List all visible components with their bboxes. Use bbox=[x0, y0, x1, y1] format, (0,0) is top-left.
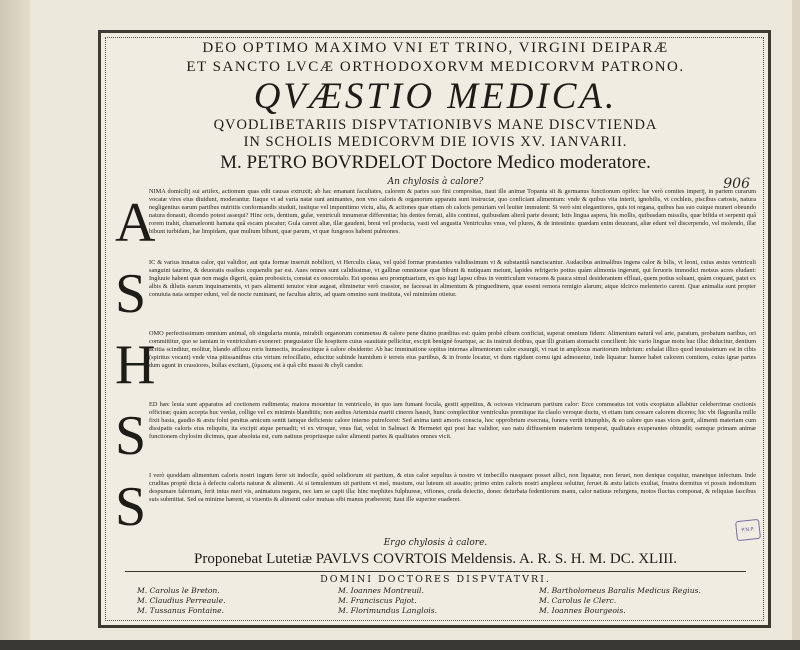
drop-cap-1: A bbox=[115, 192, 156, 252]
proposer-line: Proponebat Lutetiæ PAVLVS COVRTOIS Meldensis. A. R. S. H. M. DC. XLIII. bbox=[194, 551, 677, 567]
conclusion-line: Ergo chylosis à calore. bbox=[383, 538, 488, 548]
paragraph-2 bbox=[115, 259, 756, 323]
doctor-name: M. Florimundus Langlois. bbox=[338, 606, 438, 615]
page-edge bbox=[792, 0, 800, 650]
doctor-name: M. Tussanus Fontaine. bbox=[137, 606, 225, 615]
scan-bottom-strip bbox=[0, 640, 800, 650]
doctor-name: M. Franciscus Pajot. bbox=[338, 596, 417, 605]
moderator-line: M. PETRO BOVRDELOT Doctore Medico moderatore. bbox=[220, 152, 651, 173]
drop-cap-2: S bbox=[115, 263, 147, 323]
drop-cap-4: S bbox=[115, 405, 147, 465]
paragraph-1 bbox=[115, 188, 756, 252]
paragraph-2-text: IC & varius innatus calor, qui validior, aut quia formæ inseruit nobiliori, vt Herculis claua, vel quòd formæ præstantes validissimum vi & substantiâ nanciscantur. Audacibus animalibus ingens calor & bilis, vt leoni, cuius æstus ventriculi sanguini taurino, & deuoratis ossibus coquendis par est. Aues omnes sunt calidissimæ, vt gallinæ omniuoræ quæ bibunt & nutiquam meiunt, lapides refrigerio potius quàm alimonia ingerunt, qui feruoris immodici motsus acres eludant: Ingluuie habent quæ non magis digerit, quàm probosicis, constat ex onocrotalo. Est sponsa seu promptuarium, ex quo iugi lapsu cibus in ventriculum voracem & pauca simul desiderantem effluat, quem potius soluant, quàm coquant, patet ex albis & dilutis earum inquinamentis, vt pars alimenti tenuior viræ augeat, eliminetur verò crassior, ne facessat in alimentum & pinguedinem, quæ essent remora remigio alarum; atque idcirco melenterio carent. Quæ animalia sunt propter conuiuia nata semper edunt, vel de nocte ruminant, ne facultas altrix, ad quam omnino sunt instituta, vel minimùm otietur. bbox=[149, 259, 756, 298]
dedication-line-2: ET SANCTO LVCÆ ORTHODOXORVM MEDICORVM PATRONO. bbox=[186, 59, 685, 75]
library-stamp: P.N.P. bbox=[735, 519, 761, 541]
paragraph-3 bbox=[115, 330, 756, 394]
paragraph-5-text: I verò quoddam alimentum caloris nostri iugum ferre sit indocile, quòd solidiorum sit partium, & eius calor sepultus à nostro vt imbecillo nusquam posset allici, non liquatur, non feruet, non denique coquitur, manetque infectum. Inde cruditas proptè dicta à defectu caloris naturæ & alimenti. At si temulentum sit partium vt mel, mustum, oui luteum sit assatio; primo enim caloris nostri amplexu soluitur, feruet & æstu laticis exultat, frustra dormitus vt possis indomitum despumare falernum, ferit intus meri vis, animatura negans, nec iam se capit illa: hinc mephites fulphureæ, vifiones, cruda deiectio, donec deturbata fedentiorum manu, calor natiuus refurgens, motos fluctus componat, & reliquias fascibus suis submittat. Sed ea minime hærent, si viuentis & alimenti calor mutuas sibi manus præberent; itaut ille superior euaderet. bbox=[149, 472, 756, 503]
doctor-name: M. Claudius Perreaule. bbox=[137, 596, 226, 605]
drop-cap-5: S bbox=[115, 476, 147, 536]
broadside-content bbox=[115, 39, 756, 619]
doctor-name: M. Ioannes Montreuil. bbox=[338, 586, 424, 595]
doctor-name: M. Bartholomeus Baralis Medicus Regius. bbox=[539, 586, 701, 595]
doctor-name: M. Carolus le Clerc. bbox=[539, 596, 617, 605]
question-line: An chylosis à calore? bbox=[387, 177, 484, 187]
folio-number: 906 bbox=[723, 176, 750, 192]
doctors-heading: DOMINI DOCTORES DISPVTATVRI. bbox=[320, 574, 551, 585]
doctor-name: M. Ioannes Bourgeois. bbox=[539, 606, 626, 615]
paragraph-3-text: OMO perfectissimum omnium animal, ob singularia munia, mirabili organorum commensu & calore pene diuino præditus est: quàm probè cibum conficiat, superat omnium fidem: Alimentum naturâ vel arte, paratum, probatum naribus, ori committitur, quo se iamiam in ventriculum exoneret: prægustator ille hospitem cuius suauitate pellicitur, excipit benignè fouetque, ac iis instruit dotibus, quæ illi gratiam stomachi concilient: hic vario linguæ motu huc illuc diducitur, dentium acritia scinditur, molitur, blando affluxu roris humectis, incalescitque à calore obsidente: Ab hac imminatione sopitus internas alimentorum calor exsurgit, vt ruat in amplexus maritorum imbrium: exhalat illico quod tenuissimum est in cibis (spiritus vocant) vnde vina pitissantibus cita virium refocillatio, educitur subinde humidum è terreis eius partibus, & in fronte locatur, vt dum rigidum cornu igni admouetur, inde liquatur: humor habet calorem comitem, cuius ignæ partes dum agunt in crassiores, bullas excitant, ζύμωσις est à quâ cibi massi & chyli candor. bbox=[149, 330, 756, 369]
paragraph-5 bbox=[115, 472, 756, 536]
paragraph-1-text: NIMA domicilij sui artifex, actionum quas edit causas extruxit; ab hac emanant facultates, calorem & partes suo fini compositas, itaut ille animæ Topanta sit & germanus functionum opifex: hæ verò comites imperij, in partem curarum vocatæ vires eius diuidunt, moderantur. Itaque vt ad varia natæ sunt animantes, non vno caloris & organorum apparatu sunt instructæ, quo conficiant alimentum: vnde & quibus vita interit, ignobilis, vt cochleis, piscibus cætosis, natura negligentius earum partibus nutritiis conformandis studuit, iusitque vel impunitimo victu, alia, & actiones quæ etiam ob caloris penuriam vel leuiter immutent: Si verò sint elegantiores, quis tot organa, quibus has suo cuique muneri obeundo natura donauit, dicendo potest assequi? Hinc oris, dentium, gulæ, ventriculi innumeræ differentiæ; his dentes ferrati, aliis continui, quibusdam alterâ parte desunt; Istis lingua aspera, his mollis, quibusdam missilis, quæ bifida et serpenti quâ rorem trahit, chamæleonti hamata quâ escam piscatur; Gula carent aliæ, illæ gaudent, breui vel producta, vasti vel angustia Ventriculus vnus, vel plures, & de intestinis: quædam enim deuorant, aliæ edunt vel discerpendo, vel molendo, illæ bibunt turbidam, hæ limpidam, quæ multum bibunt, quæ parum, vt quæ fungosos habent pulmones. bbox=[149, 188, 756, 235]
dedication-line-1: DEO OPTIMO MAXIMO VNI ET TRINO, VIRGINI DEIPARÆ bbox=[202, 40, 669, 56]
subtitle-line-1: QVODLIBETARIIS DISPVTATIONIBVS MANE DISCVTIENDA bbox=[213, 117, 658, 133]
ornamental-border bbox=[98, 30, 771, 628]
page-title: QVÆSTIO MEDICA. bbox=[253, 76, 618, 117]
doctors-list bbox=[125, 586, 746, 616]
paragraph-4-text: ED hæc leuia sunt apparatus ad coctionem rudimenta; maiora mouentur in ventriculo, in quo iam fumant focula, gestit appetitus, & ociosus vicinarum partium calor: Ecce commeatus tot votis exoptatus allabitur celeberrimæ coctionis officinæ; quàm accepta huc venlat, collige vel ex minimis blanditiis; non audius Artemisia mariti cineres hausit, hunc complectitur ventriculus premitque ita claulo veroque ductu, vt etiam tum cessare calorem diceres; hic vbi flagranlia mille fixit basia, gaudio & æstu folui penitus amicum sentit iamque deficiente calore interno putrefceret: Sed anima tanti amoris conscia, hoc opprobrium execrata, funera vertit triumphis, & eo calore quo suas vices gerit, alimenti materiam cum dissipatis caloris eius reliquiis, ita excipit atque peruadit; vt ex vtroque, vnus fiat, velut in Salmaci & Hermetei qui post hac validior, suo natu diffusentem materiem temperat, qualitates exuperantes obtundit; eamque primam animæ functionem chylosim dicimus, quæ absoluta est, cum natiuus propriusque calor alimenti partes & qualitates omnes vicit. bbox=[149, 401, 756, 440]
paragraph-4 bbox=[115, 401, 756, 465]
subtitle-line-2: IN SCHOLIS MEDICORVM DIE IOVIS XV. IANVARII. bbox=[243, 134, 628, 150]
drop-cap-3: H bbox=[115, 334, 156, 394]
doctor-name: M. Carolus le Breton. bbox=[137, 586, 220, 595]
doctors-section bbox=[125, 571, 746, 616]
page-gutter bbox=[0, 0, 30, 650]
